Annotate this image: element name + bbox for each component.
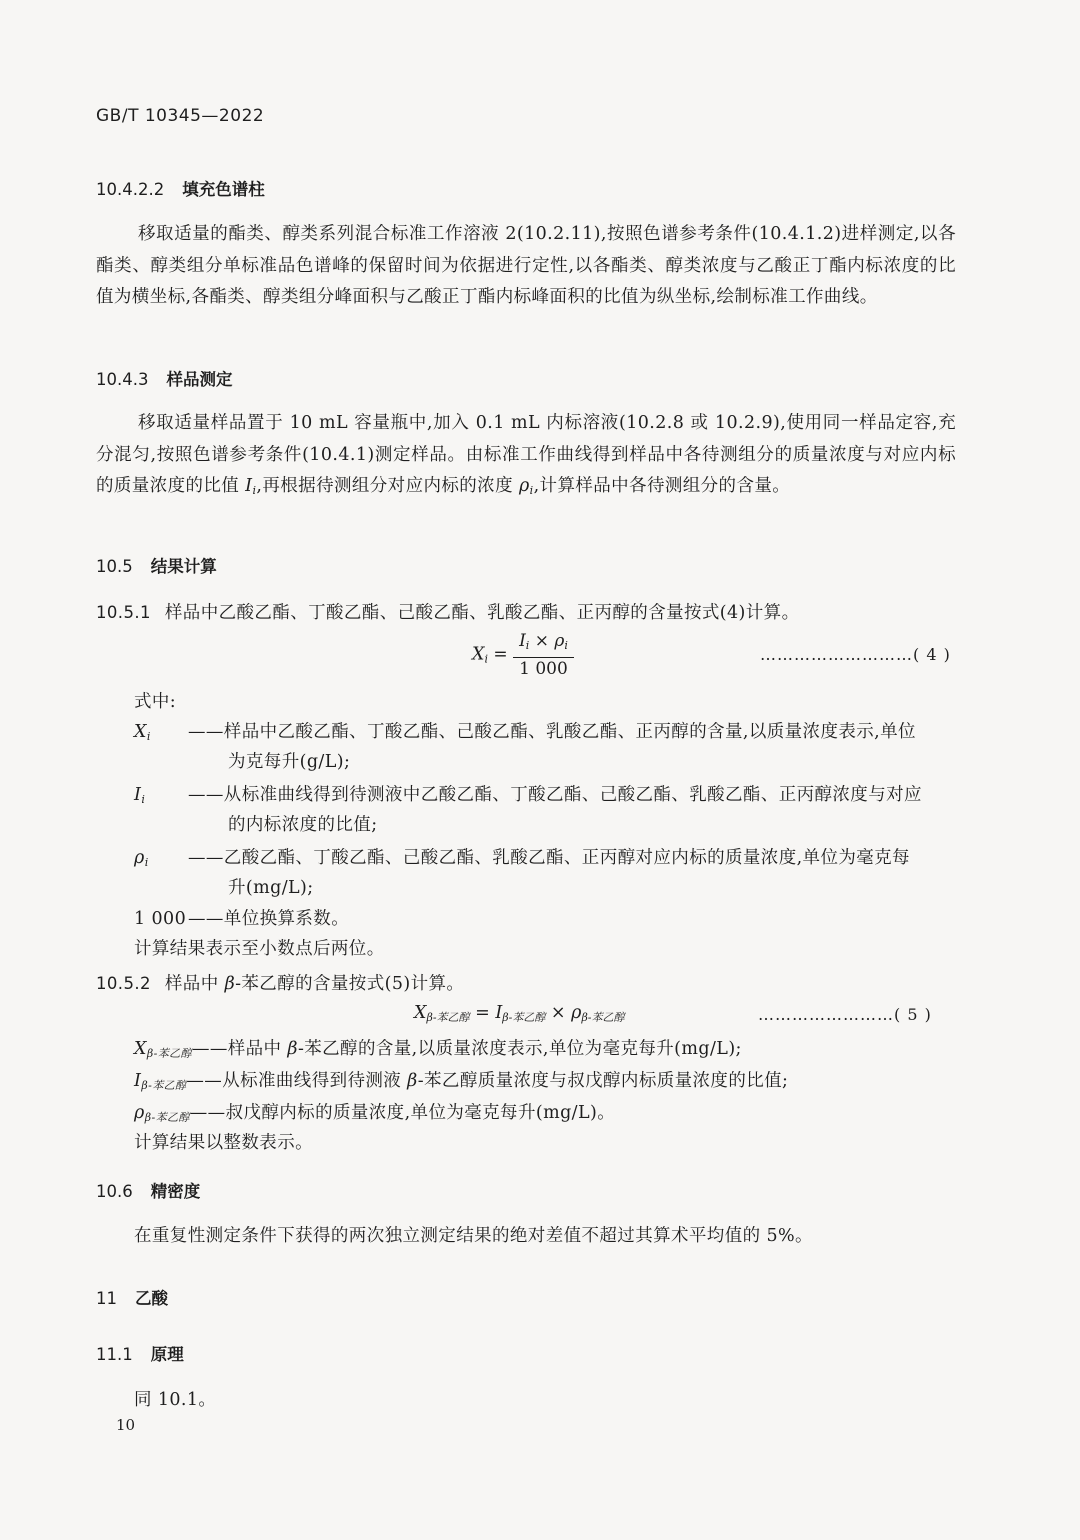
section-title: 样品测定 <box>166 370 233 389</box>
section-number: 10.4.2.2 <box>96 180 165 199</box>
times-sign: × <box>545 1003 572 1023</box>
symbol: ρ <box>134 1103 145 1123</box>
times-sign: × <box>529 631 555 651</box>
subscript: i <box>564 639 568 652</box>
beta-symbol: β <box>287 1039 298 1059</box>
definition-text: ——样品中 <box>191 1039 288 1059</box>
formula-var: I <box>495 1003 503 1023</box>
definition-text: ——从标准曲线得到待测液 <box>186 1071 408 1091</box>
section-number: 10.4.3 <box>96 370 149 389</box>
definition-text: -苯乙醇的含量,以质量浓度表示,单位为毫克每升(mg/L); <box>297 1039 742 1059</box>
clause-10-5-2 <box>96 970 464 995</box>
section-title: 原理 <box>150 1345 184 1364</box>
variable-rho: ρ <box>518 476 530 496</box>
section-number: 10.5 <box>96 557 133 576</box>
definition-symbol <box>134 717 188 753</box>
section-heading-11 <box>96 1285 168 1309</box>
definition-text: -苯乙醇质量浓度与叔戊醇内标质量浓度的比值; <box>417 1071 789 1091</box>
section-title: 填充色谱柱 <box>182 180 265 199</box>
result-note-10-5-2: 计算结果以整数表示。 <box>134 1133 313 1153</box>
clause-number: 10.5.2 <box>96 974 151 993</box>
symbol: I <box>134 1071 142 1091</box>
section-heading-10-6 <box>96 1178 200 1202</box>
section-heading-11-1 <box>96 1341 184 1365</box>
definition-rhoi-cont: 升(mg/L); <box>228 878 314 898</box>
paragraph-10-6: 在重复性测定条件下获得的两次独立测定结果的绝对差值不超过其算术平均值的 5%。 <box>134 1226 813 1246</box>
symbol: ρ <box>134 848 145 868</box>
formula-lhs: X <box>414 1003 427 1023</box>
section-number: 11.1 <box>96 1345 133 1364</box>
definition-ii-cont: 的内标浓度的比值; <box>228 815 378 835</box>
subscript: i <box>146 730 151 743</box>
result-note-10-5-1: 计算结果表示至小数点后两位。 <box>134 939 385 959</box>
section-heading-10-4-3 <box>96 366 232 390</box>
paragraph-text: ,再根据待测组分对应内标的浓度 <box>256 476 519 496</box>
standard-number: GB/T 10345—2022 <box>96 106 265 126</box>
formula-lhs: X <box>472 644 485 665</box>
equals-sign: = <box>488 644 514 665</box>
numerator-var: I <box>519 631 526 651</box>
paragraph-11-1: 同 10.1。 <box>134 1390 217 1410</box>
numerator-var: ρ <box>554 631 565 651</box>
subscript: i <box>484 652 488 666</box>
variable-i: I <box>245 476 253 496</box>
fraction-numerator <box>513 630 574 658</box>
subscript: i <box>525 639 530 652</box>
clause-text: 样品中 <box>164 974 225 994</box>
subscript: i <box>252 484 257 497</box>
subscript: β-苯乙醇 <box>581 1011 625 1024</box>
definition-symbol <box>134 780 188 816</box>
definition-xi-cont: 为克每升(g/L); <box>228 752 351 772</box>
section-heading-10-4-2-2 <box>96 176 265 200</box>
equals-sign: = <box>469 1003 496 1023</box>
leader-dots: …………………… <box>758 1005 894 1024</box>
definition-x-beta <box>134 1034 742 1070</box>
fraction-denominator: 1 000 <box>519 659 568 679</box>
fraction <box>513 630 574 680</box>
subscript: i <box>144 856 149 869</box>
clause-number: 10.5.1 <box>96 603 151 622</box>
definition-1000 <box>134 904 349 936</box>
section-number: 11 <box>96 1289 117 1308</box>
symbol: X <box>134 722 147 742</box>
section-heading-10-5 <box>96 553 217 577</box>
formula-4 <box>472 630 574 680</box>
symbol: X <box>134 1039 147 1059</box>
clause-text: 样品中乙酸乙酯、丁酸乙酯、己酸乙酯、乳酸乙酯、正丙醇的含量按式(4)计算。 <box>164 603 800 623</box>
subscript: β-苯乙醇 <box>144 1111 190 1124</box>
definition-text: ——从标准曲线得到待测液中乙酸乙酯、丁酸乙酯、己酸乙酯、乳酸乙酯、正丙醇浓度与对应 <box>188 785 922 805</box>
section-number: 10.6 <box>96 1182 133 1201</box>
page-number: 10 <box>116 1416 136 1434</box>
section-title: 结果计算 <box>150 557 217 576</box>
subscript: i <box>529 484 534 497</box>
subscript: β-苯乙醇 <box>141 1079 187 1092</box>
subscript: β-苯乙醇 <box>146 1047 192 1060</box>
clause-10-5-1 <box>96 599 799 624</box>
definition-text: ——单位换算系数。 <box>188 909 350 929</box>
where-label: 式中: <box>134 692 177 712</box>
definition-symbol <box>134 843 188 879</box>
definition-text: ——叔戊醇内标的质量浓度,单位为毫克每升(mg/L)。 <box>189 1103 616 1123</box>
subscript: β-苯乙醇 <box>502 1011 546 1024</box>
equation-number-4 <box>760 645 951 664</box>
definition-symbol: 1 000 <box>134 909 187 929</box>
definition-i-beta <box>134 1066 788 1102</box>
subscript: i <box>141 793 146 806</box>
paragraph-10-4-3 <box>96 408 956 507</box>
equation-number: ( 4 ) <box>913 645 951 664</box>
beta-symbol: β <box>224 974 236 994</box>
definition-text: ——样品中乙酸乙酯、丁酸乙酯、己酸乙酯、乳酸乙酯、正丙醇的含量,以质量浓度表示,单位 <box>188 722 916 742</box>
clause-text: -苯乙醇的含量按式(5)计算。 <box>235 974 465 994</box>
formula-5 <box>414 1003 625 1025</box>
symbol: I <box>134 785 142 805</box>
formula-var: ρ <box>571 1003 582 1023</box>
subscript: β-苯乙醇 <box>426 1011 470 1024</box>
section-title: 乙酸 <box>135 1289 168 1308</box>
equation-number-5 <box>758 1005 932 1024</box>
equation-number: ( 5 ) <box>894 1005 932 1024</box>
leader-dots: ……………………… <box>760 645 913 664</box>
paragraph-10-4-2-2: 移取适量的酯类、醇类系列混合标准工作溶液 2(10.2.11),按照色谱参考条件(10.4.1.2)进样测定,以各酯类、醇类组分单标准品色谱峰的保留时间为依据进行定性,以各酯类、醇类浓度与乙酸正丁酯内标浓度的比值为横坐标,各酯类、醇类组分峰面积与乙酸正丁酯内标峰面积的比值为纵坐标,绘制标准工作曲线。 <box>96 224 956 307</box>
paragraph-text: ,计算样品中各待测组分的含量。 <box>533 476 791 496</box>
paragraph-text: 移取适量样品置于 10 mL 容量瓶中,加入 0.1 mL 内标溶液(10.2.8 或 10.2.9),使用同一样品定容,充分混匀,按照色谱参考条件(10.4.1)测定样品。由标准工作曲线得到样品中各待测组分的质量浓度与对应内标的质量浓度的比值 <box>96 413 956 496</box>
section-title: 精密度 <box>150 1182 201 1201</box>
beta-symbol: β <box>407 1071 418 1091</box>
definition-text: ——乙酸乙酯、丁酸乙酯、己酸乙酯、乳酸乙酯、正丙醇对应内标的质量浓度,单位为毫克每 <box>188 848 910 868</box>
